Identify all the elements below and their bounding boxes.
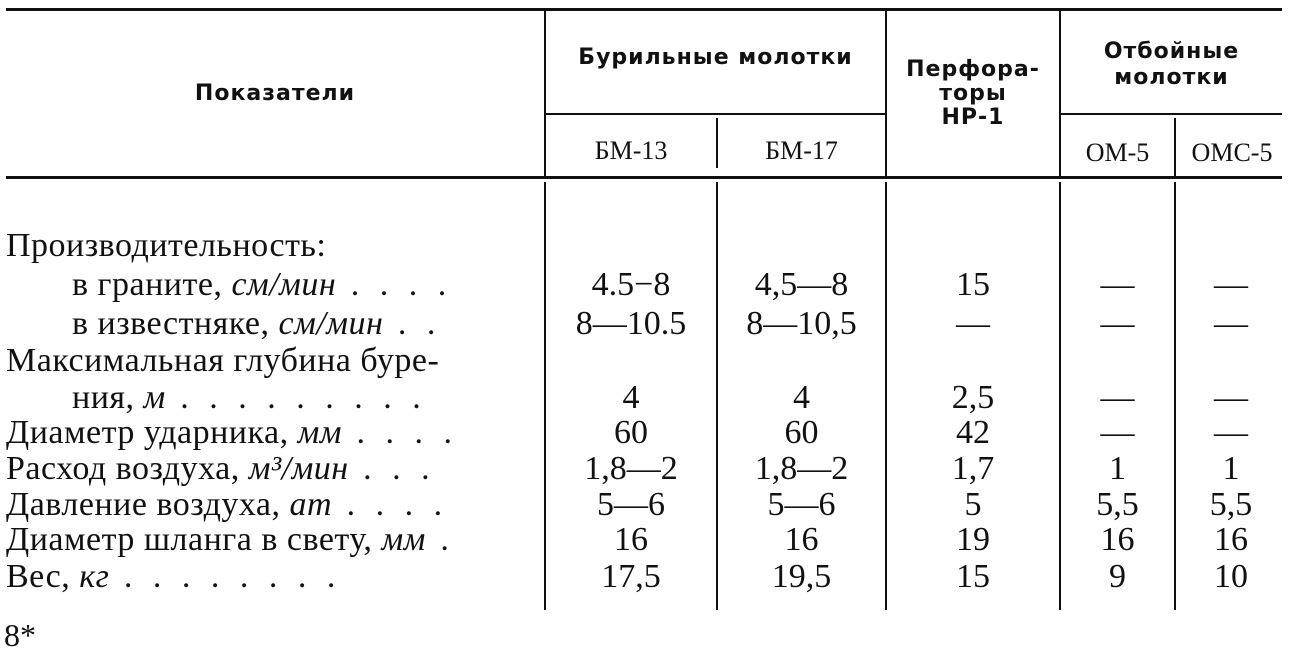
table-cell: 5—6 [767,486,836,523]
header-bm17: БМ-17 [765,136,838,165]
table-cell: — [956,305,990,342]
table-cell: 1,8—2 [584,450,678,487]
table-cell: — [1100,266,1135,303]
table-cell: 2,5 [951,379,995,416]
header-perforators-line3: НР-1 [941,105,1005,130]
page-number: 8* [4,617,36,653]
table-cell: 16 [614,521,648,558]
table-cell: 5,5 [1096,486,1139,523]
table-cell: — [1100,414,1135,451]
table-cell: 9 [1109,558,1126,595]
drill-hammers-subrule [545,113,885,115]
table-cell: — [1100,305,1135,342]
breaker-subrule [1061,113,1282,115]
row-label: в граните, см/мин . . . . [72,266,453,303]
header-om5: ОМ-5 [1085,138,1150,167]
header-bottom-rule [6,176,1282,179]
table-cell: 1,8—2 [754,450,849,487]
header-drill-hammers: Бурильные молотки [578,45,853,70]
table-cell: — [1214,305,1248,342]
table-cell: 1 [1109,450,1126,487]
header-indicators: Показатели [194,81,356,106]
table-cell: 1,7 [951,450,995,487]
row-label: Диаметр шланга в свету, мм . [6,521,455,558]
header-breakers-line2: молотки [1114,65,1229,90]
header-perforators-line2: торы [939,81,1007,106]
table-cell: 4.5−8 [591,266,671,303]
table-cell: 4 [622,379,640,416]
table-cell: — [1214,266,1248,303]
table-cell: 4,5—8 [754,266,849,303]
row-label: Диаметр ударника, мм . . . . [6,414,458,451]
table-cell: 60 [614,414,648,451]
table-top-rule [6,8,1282,11]
table-cell: 16 [1214,521,1248,558]
table-cell: 1 [1222,450,1240,487]
table-cell: — [1100,379,1135,416]
row-label: Вес, кг . . . . . . . . [6,558,342,595]
row-label: Производительность: [6,227,327,264]
row-label: Максимальная глубина буре- [6,342,440,379]
table-cell: 15 [956,266,990,303]
row-label: в известняке, см/мин . . [72,305,442,342]
table-cell: 8—10.5 [575,305,687,342]
table-cell: 5—6 [597,486,665,523]
table-cell: 19 [956,521,990,558]
header-perforators-line1: Перфора- [906,57,1040,82]
table-cell: 42 [956,414,990,451]
header-bm13: БМ-13 [594,136,668,165]
table-cell: 16 [784,521,819,558]
table-cell: 5,5 [1209,486,1253,523]
table-cell: — [1214,414,1248,451]
row-label: ния, м . . . . . . . . . [72,379,427,416]
row-label: Давление воздуха, ат . . . . [6,486,449,523]
table-cell: 5 [964,486,982,523]
table-cell: 8—10,5 [746,305,857,342]
table-cell: 4 [793,379,810,416]
table-cell: 10 [1214,558,1248,595]
table-cell: — [1214,379,1248,416]
row-label: Расход воздуха, м³/мин . . . [6,450,436,487]
header-breakers-line1: Отбойные [1103,39,1240,64]
table-cell: 60 [784,414,819,451]
table-cell: 17,5 [601,558,661,595]
table-cell: 15 [956,558,990,595]
header-oms5: ОМС-5 [1191,138,1273,167]
table-cell: 16 [1100,521,1135,558]
table-cell: 19,5 [771,558,832,595]
